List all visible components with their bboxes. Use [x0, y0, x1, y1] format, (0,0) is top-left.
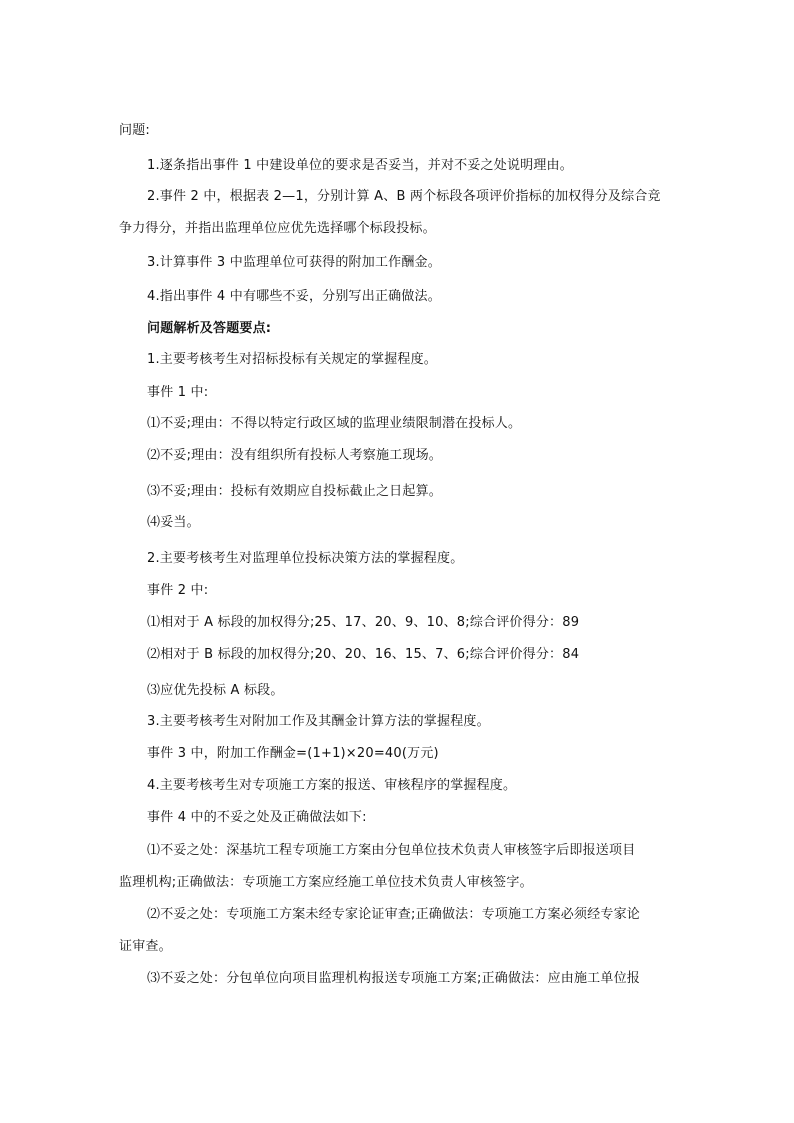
answer-1-item-2: ⑵不妥;理由：没有组织所有投标人考察施工现场。 — [147, 448, 442, 463]
question-3: 3.计算事件 3 中监理单位可获得的附加工作酬金。 — [147, 255, 441, 270]
answer-4-item-3-line-1: ⑶不妥之处：分包单位向项目监理机构报送专项施工方案;正确做法：应由施工单位报 — [147, 971, 640, 986]
question-2-line-2: 争力得分，并指出监理单位应优先选择哪个标段投标。 — [119, 221, 436, 236]
answer-4-item-2-line-2: 证审查。 — [119, 939, 172, 954]
question-4: 4.指出事件 4 中有哪些不妥，分别写出正确做法。 — [147, 289, 441, 304]
answer-2-event: 事件 2 中: — [147, 583, 209, 598]
question-1: 1.逐条指出事件 1 中建设单位的要求是否妥当，并对不妥之处说明理由。 — [147, 158, 573, 173]
analysis-heading: 问题解析及答题要点: — [147, 321, 272, 336]
answer-4-item-1-line-1: ⑴不妥之处：深基坑工程专项施工方案由分包单位技术负责人审核签字后即报送项目 — [147, 843, 636, 858]
answer-4-intro: 4.主要考核考生对专项施工方案的报送、审核程序的掌握程度。 — [147, 778, 517, 793]
answer-2-item-3: ⑶应优先投标 A 标段。 — [147, 683, 284, 698]
answer-2-intro: 2.主要考核考生对监理单位投标决策方法的掌握程度。 — [147, 551, 464, 566]
answer-2-item-2: ⑵相对于 B 标段的加权得分;20、20、16、15、7、6;综合评价得分：84 — [147, 647, 580, 662]
answer-2-item-1: ⑴相对于 A 标段的加权得分;25、17、20、9、10、8;综合评价得分：89 — [147, 615, 580, 630]
answer-4-item-1-line-2: 监理机构;正确做法：专项施工方案应经施工单位技术负责人审核签字。 — [119, 875, 533, 890]
answer-3-intro: 3.主要考核考生对附加工作及其酬金计算方法的掌握程度。 — [147, 714, 490, 729]
answer-1-event: 事件 1 中: — [147, 385, 209, 400]
answer-1-item-3: ⑶不妥;理由：投标有效期应自投标截止之日起算。 — [147, 484, 442, 499]
questions-heading: 问题: — [119, 123, 150, 138]
answer-1-intro: 1.主要考核考生对招标投标有关规定的掌握程度。 — [147, 352, 438, 367]
answer-4-item-2-line-1: ⑵不妥之处：专项施工方案未经专家论证审查;正确做法：专项施工方案必须经专家论 — [147, 907, 640, 922]
answer-1-item-1: ⑴不妥;理由：不得以特定行政区域的监理业绩限制潜在投标人。 — [147, 416, 522, 431]
answer-3-event: 事件 3 中，附加工作酬金=(1+1)×20=40(万元) — [147, 746, 439, 761]
question-2-line-1: 2.事件 2 中，根据表 2—1，分别计算 A、B 两个标段各项评价指标的加权得分及综合竞 — [147, 189, 661, 204]
answer-1-item-4: ⑷妥当。 — [147, 515, 200, 530]
answer-4-event: 事件 4 中的不妥之处及正确做法如下: — [147, 810, 367, 825]
